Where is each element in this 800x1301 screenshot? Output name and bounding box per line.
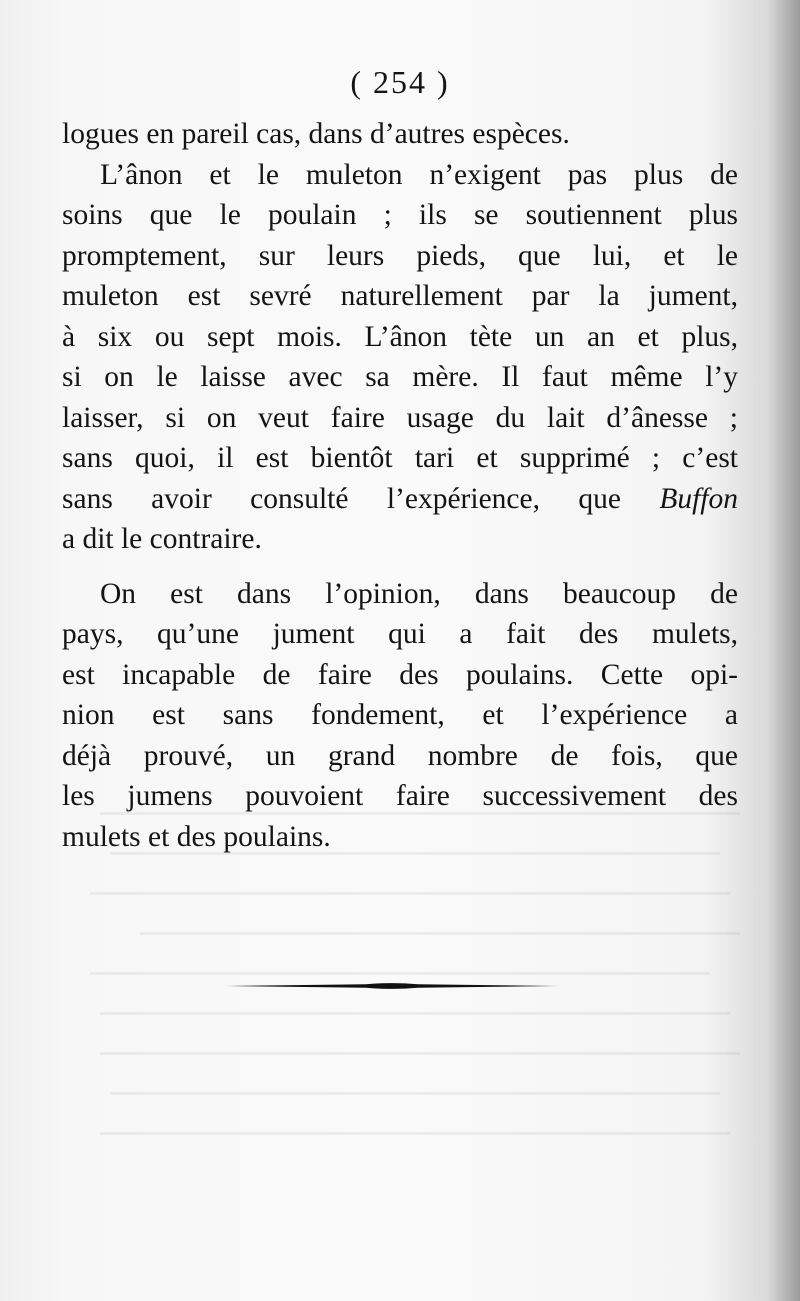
body-text — [62, 114, 738, 857]
paragraph-3 — [62, 574, 738, 858]
text-line: muleton est sevré naturellement par la jument, — [62, 280, 738, 312]
text-line: mulets et des poulains. — [62, 820, 331, 853]
text-line: est incapable de faire des poulains. Cette opi- — [62, 658, 738, 691]
end-rule-ornament — [226, 981, 558, 991]
text-line: laisser, si on veut faire usage du lait d’ânesse ; — [62, 401, 738, 434]
page-number: ( 254 ) — [350, 64, 450, 100]
text-line-with-name — [62, 479, 738, 520]
text-line: promptement, sur leurs pieds, que lui, et le — [62, 239, 738, 272]
paragraph-2 — [62, 155, 738, 560]
text-line: déjà prouvé, un grand nombre de fois, que — [62, 739, 738, 772]
text-line: si on le laisse avec sa mère. Il faut même l’y — [62, 361, 738, 393]
text-line: a dit le contraire. — [62, 523, 262, 555]
text-line: L’ânon et le muleton n’exigent pas plus de — [100, 158, 738, 191]
bleed-through — [60, 800, 750, 1191]
paragraph-1 — [62, 114, 738, 155]
text-line: nion est sans fondement, et l’expérience a — [62, 699, 738, 731]
text-line-start: sans avoir consulté l’expérience, que — [62, 482, 621, 515]
author-name: Buffon — [659, 482, 738, 515]
text-line: sans quoi, il est bientôt tari et supprimé ; c’est — [62, 442, 738, 474]
text-line: soins que le poulain ; ils se soutiennent plus — [62, 199, 738, 231]
text-line: à six ou sept mois. L’ânon tète un an et plus, — [62, 320, 738, 353]
text-line: On est dans l’opinion, dans beaucoup de — [100, 577, 738, 610]
text-line: pays, qu’une jument qui a fait des mulets, — [62, 618, 738, 650]
text-line: logues en pareil cas, dans d’autres espèces. — [62, 118, 570, 150]
text-line: les jumens pouvoient faire successivement des — [62, 780, 738, 812]
